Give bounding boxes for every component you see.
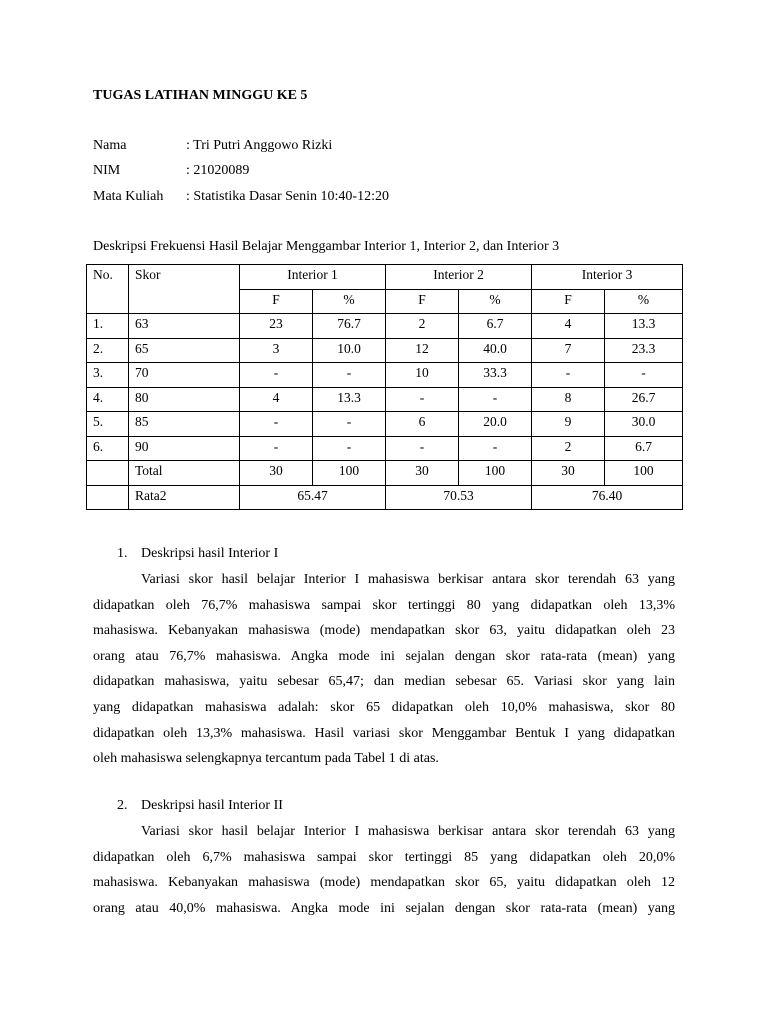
empty-cell (87, 485, 129, 510)
table-cell: 13.3 (313, 387, 386, 412)
table-cell: 6.7 (605, 436, 683, 461)
table-cell: 23 (240, 314, 313, 339)
mean-interior-3: 76.40 (532, 485, 683, 510)
table-cell: 10.0 (313, 338, 386, 363)
paragraph-line: didapatkan oleh 76,7% mahasiswa sampai skor tertinggi 80 yang didapatkan oleh 13,3% (93, 597, 675, 613)
section-title: Deskripsi hasil Interior I (141, 546, 279, 561)
total-label: Total (129, 461, 240, 486)
table-cell: 30 (386, 461, 459, 486)
subheader-cell: % (459, 289, 532, 314)
table-cell: 2 (386, 314, 459, 339)
table-cell: 12 (386, 338, 459, 363)
info-value: : Tri Putri Anggowo Rizki (186, 138, 333, 153)
table-cell: 26.7 (605, 387, 683, 412)
row-no: 1. (87, 314, 129, 339)
table-cell: 23.3 (605, 338, 683, 363)
table-row (87, 314, 683, 339)
info-row-nim (93, 163, 249, 179)
header-skor: Skor (129, 265, 240, 314)
paragraph-line: oleh mahasiswa selengkapnya tercantum pada Tabel 1 di atas. (93, 751, 439, 767)
table-cell: 6.7 (459, 314, 532, 339)
table-cell: 100 (459, 461, 532, 486)
paragraph-line: didapatkan oleh 13,3% mahasiswa. Hasil variasi skor Menggambar Bentuk I yang didapatkan (93, 725, 675, 741)
table-cell: 6 (386, 412, 459, 437)
table-cell: 76.7 (313, 314, 386, 339)
row-skor: 63 (129, 314, 240, 339)
subheader-cell: F (532, 289, 605, 314)
paragraph-line: Variasi skor hasil belajar Interior I mahasiswa berkisar antara skor terendah 63 yang (141, 572, 675, 587)
row-skor: 90 (129, 436, 240, 461)
table-cell: - (240, 436, 313, 461)
header-interior-1: Interior 1 (240, 265, 386, 290)
mean-interior-2: 70.53 (386, 485, 532, 510)
paragraph-line: Variasi skor hasil belajar Interior I mahasiswa berkisar antara skor terendah 63 yang (141, 824, 675, 839)
table-cell: 8 (532, 387, 605, 412)
paragraph-line: yang didapatkan mahasiswa adalah: skor 65 didapatkan oleh 10,0% mahasiswa, skor 80 (93, 699, 675, 715)
frequency-table (86, 264, 683, 510)
table-cell: - (532, 363, 605, 388)
table-cell: 10 (386, 363, 459, 388)
table-cell: 30.0 (605, 412, 683, 437)
table-cell: 3 (240, 338, 313, 363)
table-cell: 2 (532, 436, 605, 461)
info-label: NIM (93, 163, 121, 178)
table-cell: - (459, 436, 532, 461)
table-cell: 100 (605, 461, 683, 486)
table-cell: 30 (240, 461, 313, 486)
row-no: 4. (87, 387, 129, 412)
subheader-cell: F (240, 289, 313, 314)
table-cell: - (459, 387, 532, 412)
row-skor: 65 (129, 338, 240, 363)
mean-label: Rata2 (129, 485, 240, 510)
section-number: 2. (117, 798, 128, 813)
info-row-nama (93, 138, 332, 154)
subheader-cell: % (605, 289, 683, 314)
row-skor: 70 (129, 363, 240, 388)
table-mean-row (87, 485, 683, 510)
row-skor: 80 (129, 387, 240, 412)
table-cell: - (386, 387, 459, 412)
table-cell: - (313, 436, 386, 461)
info-label: Nama (93, 138, 127, 153)
table-cell: - (313, 363, 386, 388)
info-row-mata-kuliah (93, 189, 389, 205)
table-cell: 4 (240, 387, 313, 412)
table-cell: 4 (532, 314, 605, 339)
table-cell: 40.0 (459, 338, 532, 363)
table-row (87, 363, 683, 388)
paragraph-line: didapatkan oleh 6,7% mahasiswa sampai skor tertinggi 85 yang didapatkan oleh 20,0% (93, 849, 675, 865)
row-no: 2. (87, 338, 129, 363)
row-no: 6. (87, 436, 129, 461)
info-value: : Statistika Dasar Senin 10:40-12:20 (186, 189, 389, 204)
table-cell: - (240, 412, 313, 437)
table-cell: 20.0 (459, 412, 532, 437)
header-interior-2: Interior 2 (386, 265, 532, 290)
table-cell: - (313, 412, 386, 437)
table-cell: 7 (532, 338, 605, 363)
section-heading-2 (117, 798, 283, 814)
row-skor: 85 (129, 412, 240, 437)
paragraph-line: mahasiswa. Kebanyakan mahasiswa (mode) mendapatkan skor 63, yaitu didapatkan oleh 23 (93, 623, 675, 639)
mean-interior-1: 65.47 (240, 485, 386, 510)
section-heading-1 (117, 546, 278, 562)
table-row (87, 436, 683, 461)
table-cell: 9 (532, 412, 605, 437)
section-paragraph-2 (93, 819, 675, 921)
table-cell: - (605, 363, 683, 388)
table-cell: - (386, 436, 459, 461)
header-interior-3: Interior 3 (532, 265, 683, 290)
subheader-cell: F (386, 289, 459, 314)
table-cell: 33.3 (459, 363, 532, 388)
table-cell: - (240, 363, 313, 388)
info-label: Mata Kuliah (93, 189, 164, 204)
empty-cell (87, 461, 129, 486)
section-number: 1. (117, 546, 128, 561)
section-title: Deskripsi hasil Interior II (141, 798, 283, 813)
paragraph-line: didapatkan mahasiswa, yaitu sebesar 65,47; dan median sebesar 65. Variasi skor yang lain (93, 674, 675, 690)
table-cell: 100 (313, 461, 386, 486)
table-cell: 30 (532, 461, 605, 486)
document-title: TUGAS LATIHAN MINGGU KE 5 (93, 88, 308, 103)
table-header-row (87, 265, 683, 290)
paragraph-line: orang atau 76,7% mahasiswa. Angka mode ini sejalan dengan skor rata-rata (mean) yang (93, 648, 675, 664)
table-total-row (87, 461, 683, 486)
table-row (87, 387, 683, 412)
header-no: No. (87, 265, 129, 314)
row-no: 5. (87, 412, 129, 437)
info-value: : 21020089 (186, 163, 250, 178)
section-paragraph-1 (93, 567, 675, 772)
table-cell: 13.3 (605, 314, 683, 339)
subheader-cell: % (313, 289, 386, 314)
table-caption: Deskripsi Frekuensi Hasil Belajar Menggambar Interior 1, Interior 2, dan Interior 3 (93, 239, 560, 254)
row-no: 3. (87, 363, 129, 388)
paragraph-line: orang atau 40,0% mahasiswa. Angka mode ini sejalan dengan skor rata-rata (mean) yang (93, 900, 675, 916)
paragraph-line: mahasiswa. Kebanyakan mahasiswa (mode) mendapatkan skor 65, yaitu didapatkan oleh 12 (93, 875, 675, 891)
table-row (87, 412, 683, 437)
table-row (87, 338, 683, 363)
